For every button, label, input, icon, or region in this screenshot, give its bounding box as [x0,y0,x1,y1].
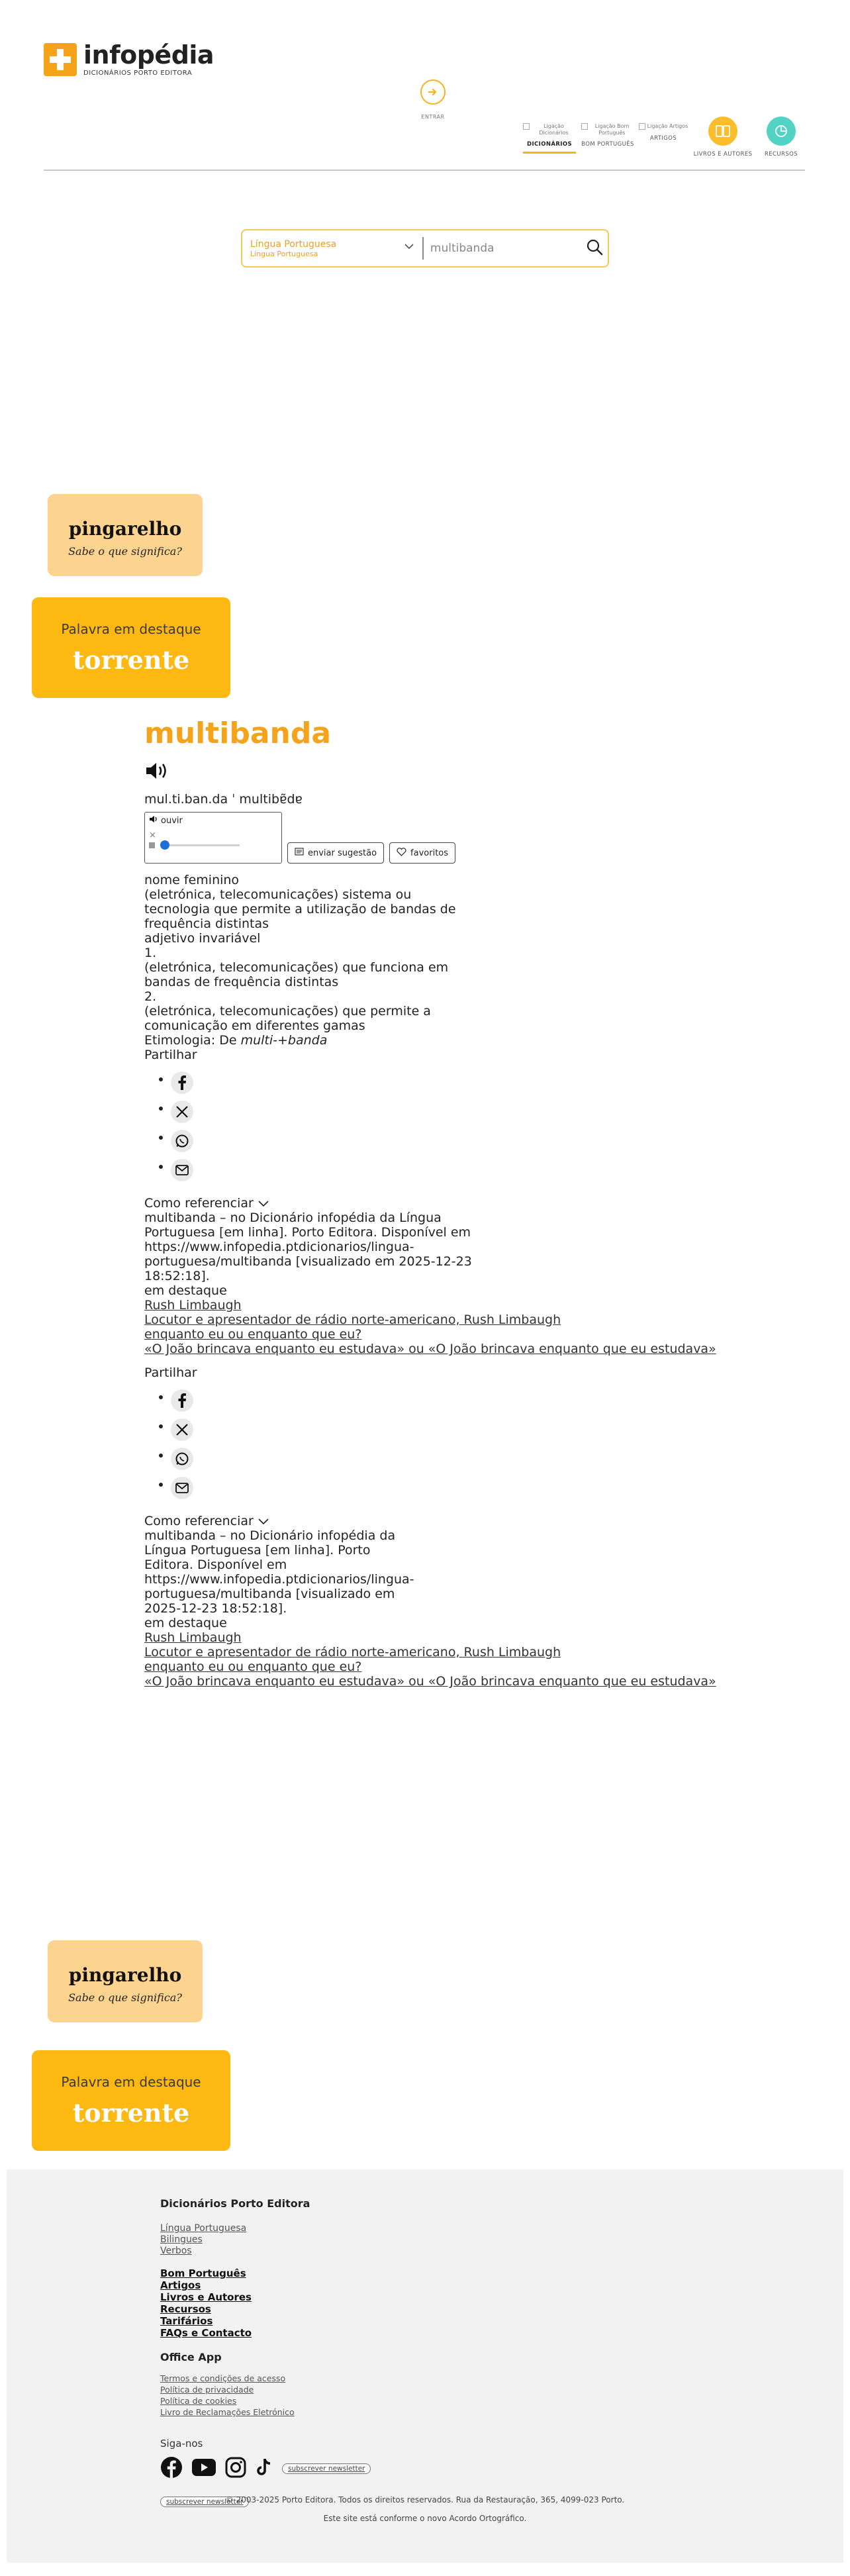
dictionary-links [160,2223,371,2257]
login-button[interactable] [418,79,448,120]
featured-label: Palavra em destaque [61,2074,201,2090]
nav-label: BOM PORTUGUÊS [581,141,634,148]
sense-number: 1. [144,946,157,960]
resources-icon [767,117,796,146]
logo-name: infopédia [83,40,214,70]
footer-link[interactable]: Termos e condições de acesso [160,2373,286,2383]
grammar-category: nome feminino [144,873,240,887]
definitions [144,873,475,1062]
in-focus-links [144,1630,716,1689]
language-sub: Língua Portuguesa [250,249,318,258]
copyright: © 2003-2025 Porto Editora. Todos os direitos reservados. Rua da Restauração, 365, 4099-023 Porto. [225,2495,625,2504]
nav-image-alt: Ligação Artigos [647,123,688,129]
featured-word: torrente [72,645,190,675]
social-links [160,2456,371,2481]
citation-text: multibanda – no Dicionário infopédia da Língua Portuguesa [em linha]. Porto Editora. Disponível em https://www.infopedia.ptdicionarios/lingua-portuguesa/multibanda [visualizado em 2025-12-23 18:52:18]. [144,1528,414,1616]
share-label: Partilhar [144,1365,197,1380]
office-app-heading[interactable]: Office App [160,2351,222,2363]
nav-label: ARTIGOS [649,135,677,142]
featured-word-card[interactable] [32,597,230,698]
spelling-agreement: Este site está conforme o novo Acordo Ortográfico. [323,2514,527,2523]
email-icon[interactable] [171,1477,193,1499]
heart-icon [397,848,406,859]
sense-number: 2. [144,989,157,1004]
featured-label: Palavra em destaque [61,621,201,637]
newsletter-button[interactable]: subscrever newsletter [160,2497,249,2507]
footer-link[interactable]: Livros e Autores [160,2291,252,2303]
cite-label: Como referenciar [144,1514,254,1528]
nav-artigos[interactable] [637,123,690,142]
search-bar [241,229,609,268]
in-focus-link[interactable]: Rush Limbaugh [144,1630,242,1645]
facebook-icon[interactable] [171,1389,193,1412]
cite-label: Como referenciar [144,1196,254,1211]
language-select[interactable] [242,239,422,258]
etymology-term: multi-+banda [240,1033,328,1048]
nav-image-alt: Ligação Bom Português [594,123,630,136]
stop-icon[interactable] [149,842,155,848]
seek-knob[interactable] [160,840,169,850]
header-divider [44,170,805,171]
whatsapp-icon[interactable] [171,1130,193,1152]
instagram-icon[interactable] [225,2457,246,2481]
word-quiz-card[interactable] [48,494,203,576]
nav-dicionarios[interactable] [523,123,576,154]
x-icon[interactable] [171,1101,193,1123]
send-suggestion-button[interactable] [287,842,384,864]
logo-icon [44,43,77,76]
legal-links [160,2373,371,2418]
volume-icon [149,815,158,826]
email-icon[interactable] [171,1159,193,1181]
dictionary-entry [144,717,716,1689]
in-focus-link[interactable]: «O João brincava enquanto eu estudava» ou «O João brincava enquanto que eu estudava» [144,1674,716,1689]
footer-link[interactable]: Recursos [160,2303,211,2315]
in-focus-link[interactable]: Locutor e apresentador de rádio norte-americano, Rush Limbaugh [144,1313,561,1327]
audio-player [144,812,282,864]
quiz-word: pingarelho [68,518,182,540]
share-list [144,1071,475,1188]
cite-toggle[interactable] [144,1196,475,1211]
broken-image-icon [639,123,645,130]
nav-label: RECURSOS [764,151,798,158]
in-focus-label: em destaque [144,1616,227,1630]
syllabification: mul.ti.ban.da ˈ multibɐ̃dɐ [144,792,303,807]
favorites-button[interactable] [389,842,455,864]
facebook-icon[interactable] [160,2456,183,2481]
tiktok-icon[interactable] [256,2457,273,2480]
footer-link[interactable]: Língua Portuguesa [160,2223,247,2234]
broken-image-icon [581,123,588,130]
in-focus-label: em destaque [144,1283,227,1298]
player-close-button[interactable]: × [149,830,156,840]
in-focus-link[interactable]: enquanto eu ou enquanto que eu? [144,1327,362,1342]
suggestion-label: enviar sugestão [308,848,377,858]
definition: (eletrónica, telecomunicações) que funciona em bandas de frequência distintas [144,960,449,989]
word-quiz-card[interactable] [48,1940,203,2022]
search-icon [586,238,603,258]
facebook-icon[interactable] [171,1071,193,1094]
logo-subtitle: DICIONÁRIOS PORTO EDITORA [83,70,193,77]
citation-text: multibanda – no Dicionário infopédia da Língua Portuguesa [em linha]. Porto Editora. Disponível em https://www.infopedia.ptdicionarios/lingua-portuguesa/multibanda [visualizado em 2025-12-23 18:52:18]. [144,1211,472,1283]
x-icon[interactable] [171,1418,193,1441]
youtube-icon[interactable] [192,2459,216,2479]
footer-link[interactable]: Política de privacidade [160,2385,254,2395]
language-selected: Língua Portuguesa [250,238,337,250]
share-list [144,1389,409,1506]
quiz-word: pingarelho [68,1964,182,1986]
headword: multibanda [144,717,332,750]
books-icon [708,117,737,146]
favorites-label: favoritos [410,848,449,858]
etymology-prefix: Etimologia: De [144,1033,241,1048]
nav-label: DICIONÁRIOS [523,141,576,154]
search-button[interactable] [582,235,608,262]
footer-link[interactable]: FAQs e Contacto [160,2327,252,2339]
definition: (eletrónica, telecomunicações) que permite a comunicação em diferentes gamas [144,1004,431,1033]
site-logo[interactable] [44,42,214,77]
in-focus-link[interactable]: Locutor e apresentador de rádio norte-americano, Rush Limbaugh [144,1645,561,1660]
share-label: Partilhar [144,1048,197,1062]
footer-link[interactable]: Tarifários [160,2315,213,2327]
chevron-down-icon [258,1514,269,1528]
main-links [160,2267,371,2339]
footer-heading: Dicionários Porto Editora [160,2197,310,2210]
nav-livros-autores[interactable] [690,117,756,158]
search-input[interactable] [424,242,582,255]
footer-link[interactable]: Artigos [160,2279,201,2291]
audio-seek-slider[interactable] [160,844,240,846]
footer-link[interactable]: Bom Português [160,2267,246,2279]
quiz-question: Sabe o que significa? [68,545,182,558]
speaker-icon[interactable] [144,760,475,783]
in-focus-link[interactable]: «O João brincava enquanto eu estudava» ou «O João brincava enquanto que eu estudava» [144,1342,716,1356]
chevron-down-icon [258,1196,269,1211]
chevron-down-icon [404,242,414,252]
definition: (eletrónica, telecomunicações) sistema ou tecnologia que permite a utilização de bandas de frequência distintas [144,887,456,931]
nav-label: LIVROS E AUTORES [693,151,753,158]
featured-word: torrente [72,2098,190,2128]
in-focus-links [144,1298,716,1356]
featured-word-card[interactable] [32,2050,230,2151]
comment-icon [295,848,304,858]
newsletter-button[interactable]: subscrever newsletter [282,2463,371,2474]
etymology [144,1033,475,1048]
whatsapp-icon[interactable] [171,1448,193,1470]
footer-link[interactable]: Livro de Reclamações Eletrónico [160,2407,295,2417]
login-label: ENTRAR [421,114,445,120]
nav-image-alt: Ligação Dicionários [539,123,569,136]
cite-toggle[interactable] [144,1514,409,1528]
in-focus-link[interactable]: Rush Limbaugh [144,1298,242,1313]
broken-image-icon [523,123,530,130]
login-icon [420,79,446,105]
footer [7,2169,843,2563]
nav-bom-portugues[interactable] [581,123,634,148]
mobile-share-block [144,1365,716,1689]
follow-label: Siga-nos [160,2438,203,2450]
in-focus-link[interactable]: enquanto eu ou enquanto que eu? [144,1660,362,1674]
footer-link[interactable]: Política de cookies [160,2396,237,2406]
footer-link[interactable]: Verbos [160,2246,192,2256]
quiz-question: Sabe o que significa? [68,1991,182,2004]
footer-link[interactable]: Bilingues [160,2234,203,2245]
player-label: ouvir [161,815,183,826]
nav-recursos[interactable] [755,117,808,158]
grammar-category: adjetivo invariável [144,931,261,946]
